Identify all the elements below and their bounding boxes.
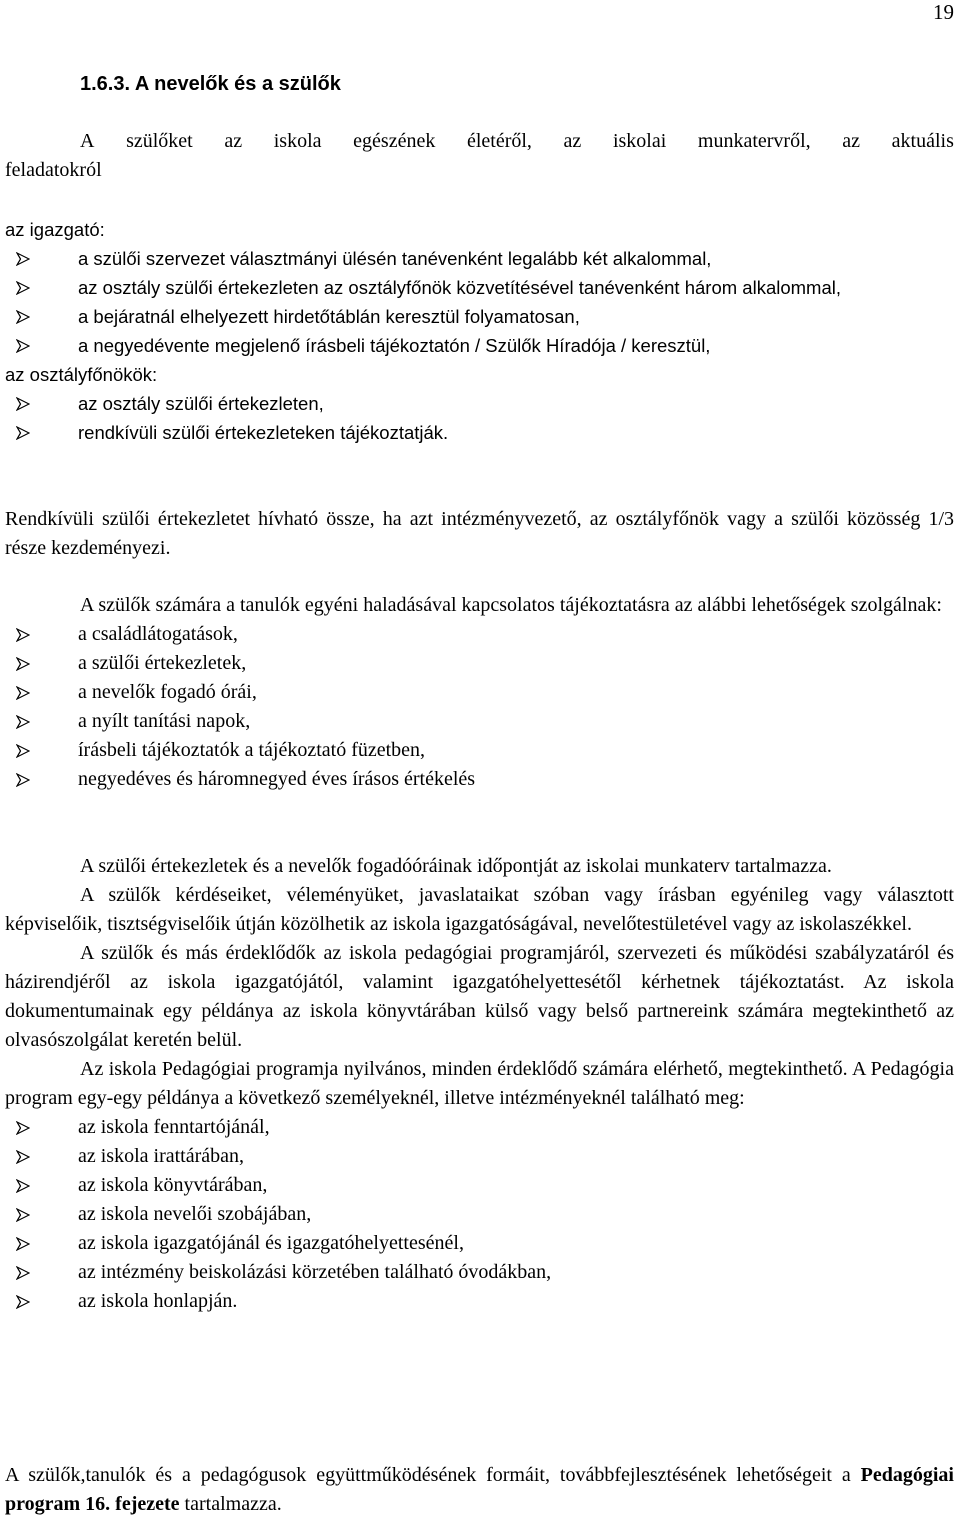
extraordinary-meeting-paragraph: Rendkívüli szülői értekezletet hívható össze, ha azt intézményvezető, az osztályfőnök vagy a szülői közösség 1/3 része kezdeményezi. [5, 508, 954, 559]
intro-word: iskolai [612, 130, 667, 152]
intro-paragraph [5, 127, 954, 185]
teachers-label: az osztályfőnökök: [5, 364, 158, 385]
list-item: az iskola igazgatójánál és igazgatóhelyettesénél, [5, 1229, 954, 1258]
arrowhead-bullet-icon [16, 715, 30, 729]
intro-word: az [563, 130, 582, 152]
arrowhead-bullet-icon [16, 686, 30, 700]
arrowhead-bullet-icon [16, 397, 30, 411]
arrowhead-bullet-icon [16, 426, 30, 440]
list-item: az iskola fenntartójánál, [5, 1113, 954, 1142]
list-item: írásbeli tájékoztatók a tájékoztató füzetben, [5, 736, 954, 765]
arrowhead-bullet-icon [16, 1295, 30, 1309]
intro-word: iskola [273, 130, 322, 152]
closing-text-end: tartalmazza. [179, 1493, 282, 1515]
paragraph-questions: A szülők kérdéseiket, véleményüket, javaslataikat szóban vagy írásban egyénileg vagy választott képviselőik, tisztségviselőik útján közölhetik az iskola igazgatóságával, nevelőtestületével vagy az iskolaszékkel. [5, 884, 954, 935]
arrowhead-bullet-icon [16, 281, 30, 295]
intro-word: munkatervről, [697, 130, 811, 152]
arrowhead-bullet-icon [16, 310, 30, 324]
closing-text: A szülők,tanulók és a pedagógusok együttműködésének formáit, továbbfejlesztésének lehetőségeit a [5, 1464, 861, 1486]
list-item: az iskola nevelői szobájában, [5, 1200, 954, 1229]
list-item: a szülői értekezletek, [5, 649, 954, 678]
section-heading: 1.6.3. A nevelők és a szülők [80, 73, 341, 95]
teachers-list [5, 389, 954, 447]
list-item: az osztály szülői értekezleten az osztályfőnök közvetítésével tanévenként három alkalommal, [5, 273, 954, 302]
list-item: az intézmény beiskolázási körzetében található óvodákban, [5, 1258, 954, 1287]
arrowhead-bullet-icon [16, 744, 30, 758]
paragraph-meetings: A szülői értekezletek és a nevelők fogadóóráinak időpontját az iskolai munkaterv tartalmazza. [80, 855, 832, 877]
arrowhead-bullet-icon [16, 252, 30, 266]
options-section [5, 591, 954, 794]
list-item: a negyedévente megjelenő írásbeli tájékoztatón / Szülők Híradója / keresztül, [5, 331, 954, 360]
intro-word: A [80, 130, 95, 152]
arrowhead-bullet-icon [16, 657, 30, 671]
arrowhead-bullet-icon [16, 1179, 30, 1193]
paragraph-program: Az iskola Pedagógiai programja nyilvános, minden érdeklődő számára elérhető, megtekinthető. A Pedagógia program egy-egy példánya a következő személyeknél, illetve intézményeknél található meg: [5, 1058, 954, 1109]
list-item: a bejáratnál elhelyezett hirdetőtáblán keresztül folyamatosan, [5, 302, 954, 331]
options-intro: A szülők számára a tanulók egyéni haladásával kapcsolatos tájékoztatásra az alábbi lehetőségek szolgálnak: [80, 594, 942, 616]
principal-section [5, 215, 954, 447]
closing-bold-reference: Pedagógiai program 16. fejezete [5, 1464, 954, 1515]
intro-word: az [224, 130, 243, 152]
page-number: 19 [933, 0, 954, 24]
list-item: a szülői szervezet választmányi ülésén tanévenként legalább két alkalommal, [5, 244, 954, 273]
arrowhead-bullet-icon [16, 773, 30, 787]
list-item: az iskola irattárában, [5, 1142, 954, 1171]
paragraph-documents: A szülők és más érdeklődők az iskola pedagógiai programjáról, szervezeti és működési szabályzatáról és házirendjéről az iskola igazgatójától, valamint igazgatóhelyettesétől kérhetnek tájékoztatást. Az iskola dokumentumainak egy példánya az iskola könyvtárában külső vagy belső partnereink számára megtekinthető az olvasószolgálat keretén belül. [5, 942, 954, 1051]
closing-paragraph [5, 1461, 954, 1519]
intro-word: aktuális [891, 130, 954, 152]
list-item: rendkívüli szülői értekezleteken tájékoztatják. [5, 418, 954, 447]
locations-list [5, 1113, 954, 1316]
list-item: az osztály szülői értekezleten, [5, 389, 954, 418]
intro-word: szülőket [126, 130, 193, 152]
list-item: a családlátogatások, [5, 620, 954, 649]
arrowhead-bullet-icon [16, 1150, 30, 1164]
intro-line-2: feladatokról [5, 159, 102, 181]
principal-label: az igazgató: [5, 219, 105, 240]
arrowhead-bullet-icon [16, 1208, 30, 1222]
arrowhead-bullet-icon [16, 339, 30, 353]
list-item: az iskola honlapján. [5, 1287, 954, 1316]
list-item: a nyílt tanítási napok, [5, 707, 954, 736]
intro-word: életéről, [466, 130, 532, 152]
principal-list [5, 244, 954, 360]
arrowhead-bullet-icon [16, 1237, 30, 1251]
intro-word: egészének [353, 130, 436, 152]
arrowhead-bullet-icon [16, 1121, 30, 1135]
list-item: negyedéves és háromnegyed éves írásos értékelés [5, 765, 954, 794]
list-item: a nevelők fogadó órái, [5, 678, 954, 707]
arrowhead-bullet-icon [16, 1266, 30, 1280]
arrowhead-bullet-icon [16, 628, 30, 642]
info-paragraphs [5, 852, 954, 1316]
intro-word: az [842, 130, 861, 152]
list-item: az iskola könyvtárában, [5, 1171, 954, 1200]
options-list [5, 620, 954, 794]
intro-line-1 [5, 127, 954, 156]
